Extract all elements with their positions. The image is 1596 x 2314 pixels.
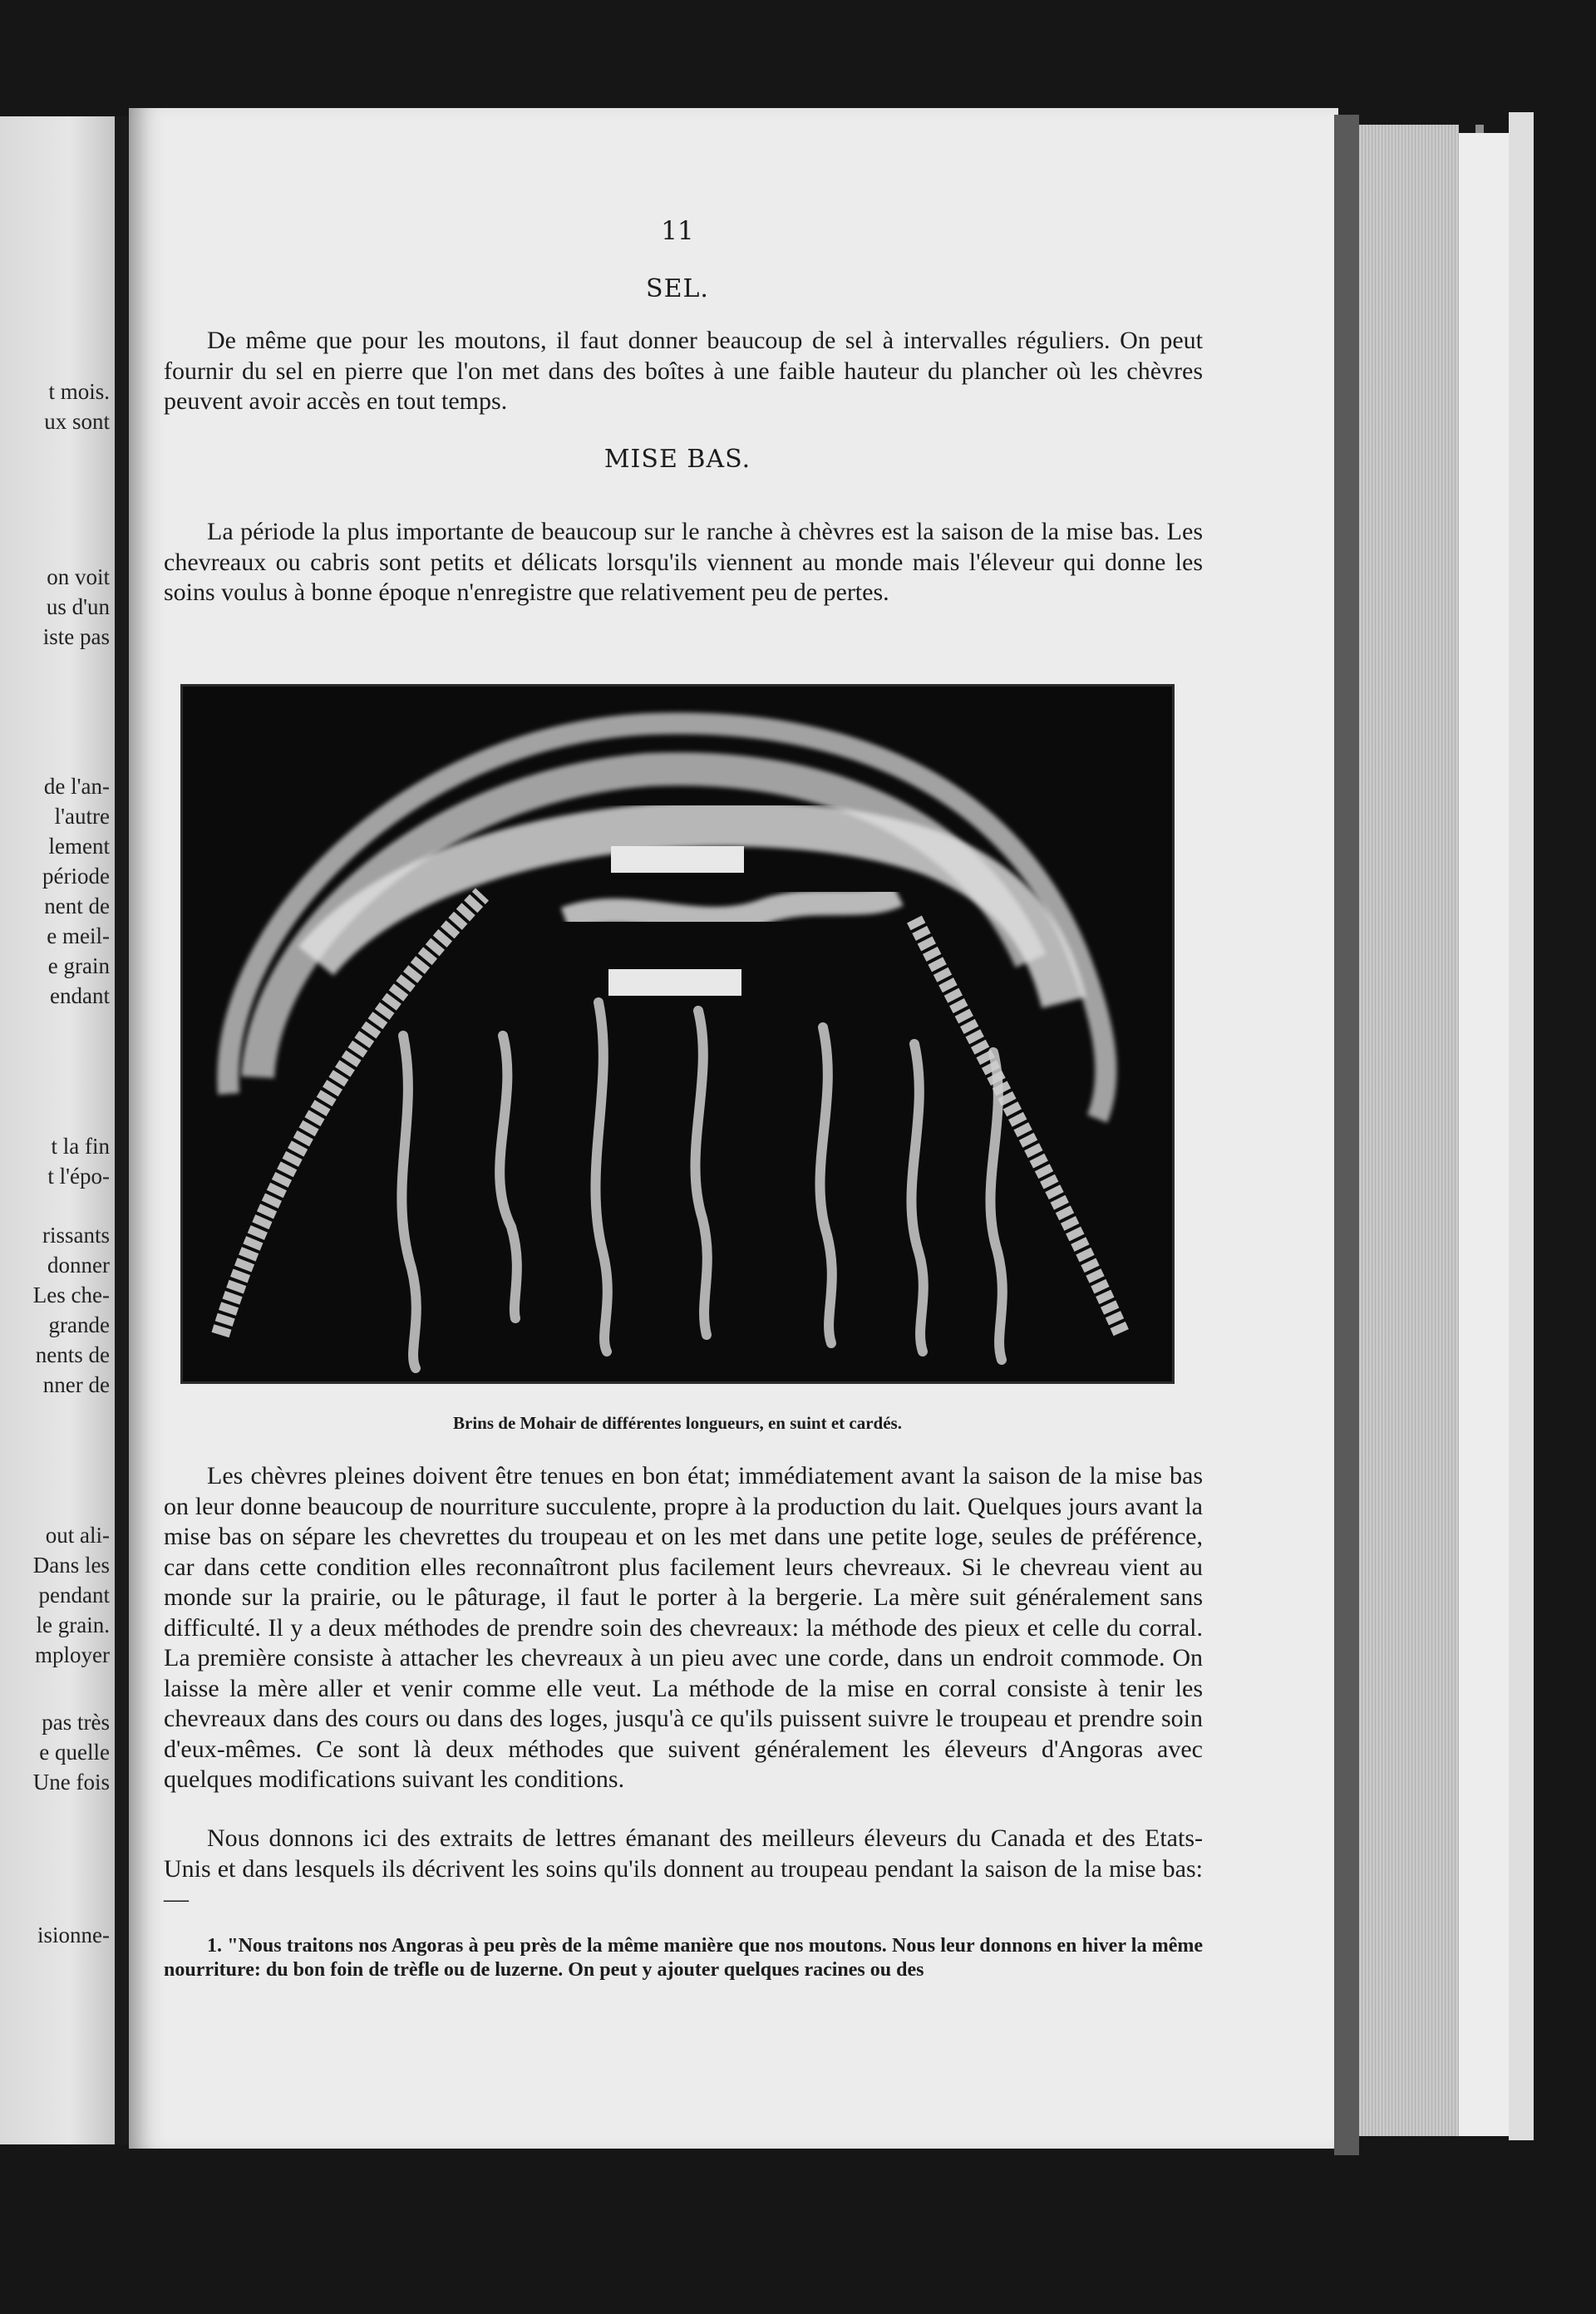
paragraph-sel: De même que pour les moutons, il faut donner beaucoup de sel à intervalles réguliers. On peut fournir du sel en pierre que l'on met dans des boîtes à une faible hauteur du plancher où les chèvres peuvent avoir accès en tout temps. — [164, 327, 1203, 415]
left-page-text-fragment: e grain — [47, 953, 110, 978]
left-page-text-fragment: nents de — [35, 1342, 110, 1367]
page-number: 11 — [661, 216, 694, 246]
left-page-text-fragment: mployer — [35, 1642, 110, 1667]
left-page-text-fragment: iste pas — [42, 624, 110, 649]
left-page-text-fragment: pendant — [38, 1583, 110, 1607]
right-page — [129, 108, 1338, 2149]
left-page-text-fragment: t l'épo- — [47, 1164, 110, 1189]
left-page-text-fragment: out ali- — [45, 1523, 110, 1548]
left-page-text-fragment: pas très — [42, 1710, 110, 1735]
left-page-text-fragment: t mois. — [48, 379, 110, 404]
book-page-edges — [1359, 125, 1459, 2136]
left-page-text-fragment: l'autre — [54, 804, 110, 829]
figure-caption: Brins de Mohair de différentes longueurs, en suint et cardés. — [453, 1413, 902, 1433]
left-page-text-fragment: donner — [47, 1253, 110, 1278]
mohair-photograph — [180, 684, 1175, 1384]
paragraph-body-1: Les chèvres pleines doivent être tenues en bon état; immédiatement avant la saison de la mise bas on leur donne beaucoup de nourriture succulente, propre à la production du lait. Quelques jours avant la mise bas on sépare les chevrettes du troupeau et on les met dans une petite loge, seules de préférence, car dans cette condition elles reconnaîtront plus facilement leurs chevreaux. Si le chevreau vient au monde sur la prairie, ou le pâturage, il faut le porter à la bergerie. La mère suit généralement sans difficulté. Il y a deux méthodes de prendre soin des chevreaux: la méthode des pieux et celle du corral. La première consiste à attacher les chevreaux à un pieu avec une corde, dans un endroit commode. On laisse la mère aller et venir comme elle veut. La méthode de la mise en corral consiste à tenir les chevreaux dans des cours ou dans des loges, jusqu'à ce qu'ils puissent suivre le troupeau et prendre soin d'eux-mêmes. Ce sont là deux méthodes que suivent généralement les éleveurs d'Angoras avec quelques modifications suivant les conditions. — [164, 1462, 1203, 1793]
left-page-fragment — [0, 116, 116, 2144]
left-page-text-fragment: nent de — [44, 894, 110, 918]
left-page-text-fragment: endant — [50, 983, 110, 1008]
left-page-text-fragment: le grain. — [36, 1612, 110, 1637]
left-page-text-fragment: isionne- — [37, 1923, 110, 1947]
left-page-text-fragment: us d'un — [46, 594, 110, 619]
left-page-text-fragment: t la fin — [51, 1134, 110, 1159]
left-page-text-fragment: rissants — [42, 1223, 110, 1248]
left-page-text-fragment: grande — [48, 1312, 110, 1337]
book-cover-edge — [1334, 115, 1359, 2155]
left-page-text-fragment: e meil- — [47, 923, 110, 948]
left-page-text-fragment: Les che- — [32, 1283, 110, 1307]
mohair-locks-image — [183, 687, 1167, 1376]
book-page-edge-light — [1459, 133, 1509, 2136]
left-page-text-fragment: Une fois — [32, 1770, 110, 1795]
left-page-text-fragment: nner de — [42, 1372, 110, 1397]
left-page-text-fragment: on voit — [47, 564, 110, 589]
left-page-text-fragment: de l'an- — [43, 774, 110, 799]
left-page-text-fragment: période — [42, 864, 110, 889]
section-heading-sel: SEL. — [646, 274, 709, 303]
footnote: 1. "Nous traitons nos Angoras à peu près de la même manière que nos moutons. Nous leur donnons en hiver la même nourriture: du bon foin de trèfle ou de luzerne. On peut y ajouter quelques racines ou des — [164, 1935, 1203, 1981]
left-page-text-fragment: e quelle — [39, 1740, 110, 1765]
book-back-cover-edge — [1509, 112, 1534, 2140]
paragraph-mise-bas: La période la plus importante de beaucoup sur le ranche à chèvres est la saison de la mise bas. Les chevreaux ou cabris sont petits et délicats lorsqu'ils viennent au monde mais l'éleveur qui donne les soins voulus à bonne époque n'enregistre que relativement peu de pertes. — [164, 518, 1203, 606]
left-page-text-fragment: ux sont — [44, 409, 110, 434]
paragraph-body-2: Nous donnons ici des extraits de lettres émanant des meilleurs éleveurs du Canada et des Etats-Unis et dans lesquels ils décrivent les soins qu'ils donnent au troupeau pendant la saison de la mise bas:— — [164, 1824, 1203, 1913]
left-page-text-fragment: Dans les — [32, 1553, 110, 1578]
section-heading-mise-bas: MISE BAS. — [603, 445, 751, 474]
left-page-text-fragment: lement — [48, 834, 110, 859]
